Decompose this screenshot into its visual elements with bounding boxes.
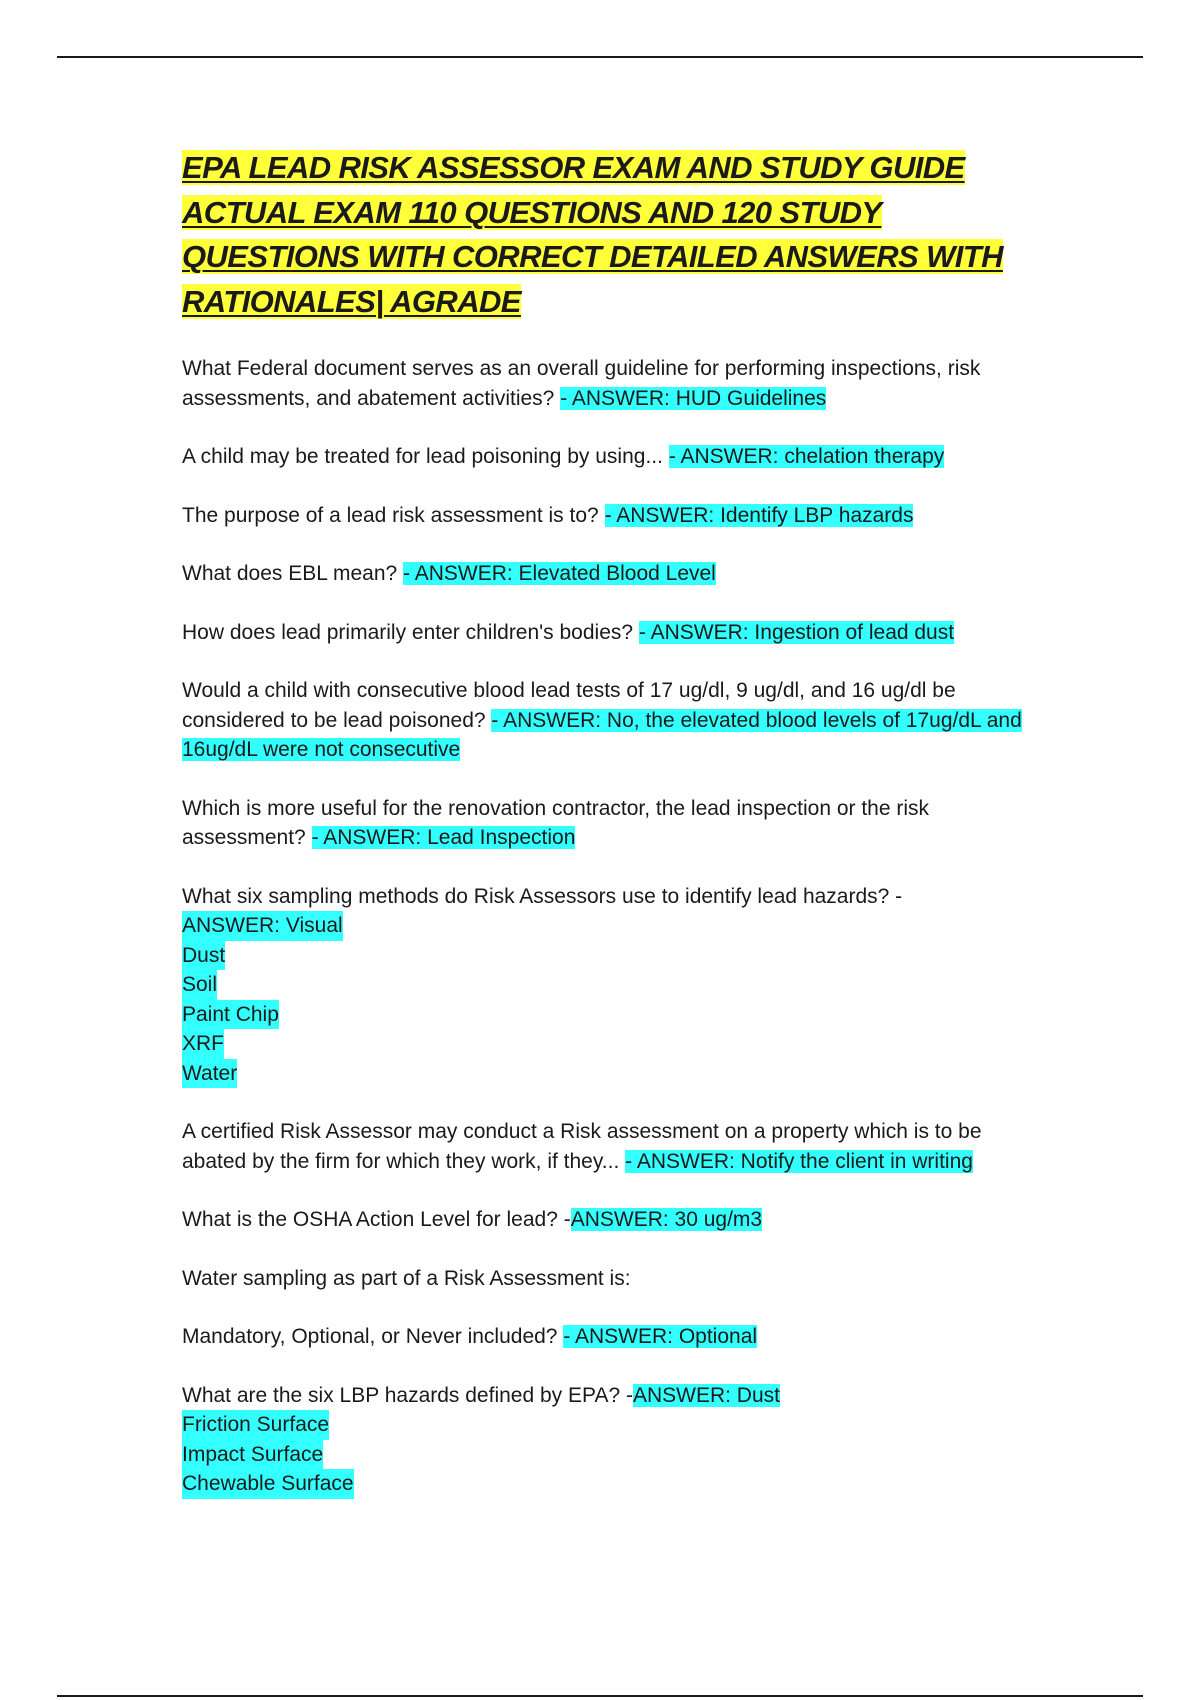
answer-line: ANSWER: Visual [182,911,343,941]
answer-text: - ANSWER: No, the elevated blood levels of 17ug/dL and 16ug/dL were not consecutive [182,708,1022,761]
title-line: EPA LEAD RISK ASSESSOR EXAM AND STUDY GUIDE [182,150,965,185]
qa-item [182,559,1042,589]
answer-text: - ANSWER: Elevated Blood Level [403,562,716,585]
answer-text: - ANSWER: chelation therapy [668,445,945,468]
answer-line: Paint Chip [182,1000,279,1030]
answer-line: Soil [182,970,217,1000]
answer-line: Water [182,1059,237,1089]
question-text: A child may be treated for lead poisoning by using... [182,445,663,468]
qa-item [182,501,1042,531]
qa-item [182,882,1042,1089]
answer-line: Friction Surface [182,1410,329,1440]
answer-text: - ANSWER: Optional [563,1325,758,1348]
answer-text: - ANSWER: Notify the client in writing [625,1149,973,1173]
answer-text: ANSWER: Dust [632,1383,780,1407]
answer-line: Chewable Surface [182,1469,354,1499]
qa-item [182,676,1042,765]
question-text: The purpose of a lead risk assessment is to? [182,503,599,527]
qa-item [182,1381,1042,1499]
question-text: What is the OSHA Action Level for lead? - [182,1208,571,1231]
qa-item [182,354,1042,413]
title-line: QUESTIONS WITH CORRECT DETAILED ANSWERS WITH [182,239,1003,274]
question-text: A certified Risk Assessor may conduct a Risk assessment on a property which is to be abated by the firm for which they work, if they... [182,1120,982,1173]
question-text: What Federal document serves as an overall guideline for performing inspections, risk assessments, and abatement activities? [182,357,981,410]
qa-item [182,442,1042,472]
answer-line: Dust [182,941,225,971]
title-line: ACTUAL EXAM 110 QUESTIONS AND 120 STUDY [182,194,882,230]
qa-item [182,1205,1042,1235]
answer-text: - ANSWER: Identify LBP hazards [604,503,914,527]
question-text: Would a child with consecutive blood lead tests of 17 ug/dl, 9 ug/dl, and 16 ug/dl be considered to be lead poisoned? [182,679,956,732]
question-text: What does EBL mean? [182,562,398,585]
answer-line: Impact Surface [182,1440,323,1470]
qa-item [182,1322,1042,1352]
bottom-rule [57,1695,1143,1697]
question-text: Which is more useful for the renovation contractor, the lead inspection or the risk assessment? [182,796,930,849]
document-body [182,146,1042,1528]
question-text: Mandatory, Optional, or Never included? [182,1325,558,1348]
answer-text: - ANSWER: Ingestion of lead dust [638,620,955,644]
top-rule [57,56,1143,58]
title-line: RATIONALES| AGRADE [182,283,521,319]
qa-item [182,618,1042,648]
qa-item [182,1117,1042,1176]
question-text: How does lead primarily enter children's bodies? [182,620,634,644]
qa-item [182,794,1042,853]
answer-text: - ANSWER: Lead Inspection [311,826,576,849]
question-text: Water sampling as part of a Risk Assessment is: [182,1266,631,1290]
question-text: What six sampling methods do Risk Assessors use to identify lead hazards? - [182,884,903,908]
document-title [182,146,1042,324]
answer-text: ANSWER: 30 ug/m3 [570,1208,763,1231]
qa-item [182,1264,1042,1294]
question-text: What are the six LBP hazards defined by EPA? - [182,1383,633,1407]
answer-line: XRF [182,1029,224,1059]
answer-text: - ANSWER: HUD Guidelines [560,386,827,410]
